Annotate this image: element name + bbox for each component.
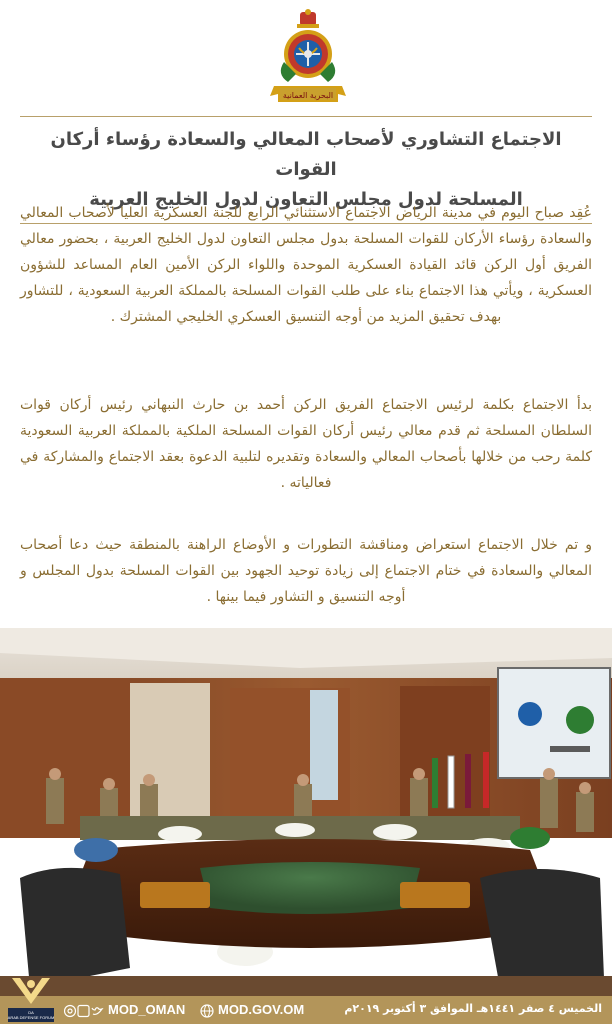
globe-icon xyxy=(200,1004,214,1018)
social-handle-text: MOD_OMAN xyxy=(108,1002,186,1017)
meeting-photo xyxy=(0,628,612,996)
article-paragraph-1: عُقِد صباح اليوم في مدينة الرياض الاجتماع الاستثنائي الرابع للجنة العسكرية العليا لأصحاب المعالي والسعادة رؤساء الأركان للقوات المسلحة بدول مجلس التعاون لدول الخليج العربية ، بحضور معالي الفريق أول الركن قائد القيادة العسكرية الموحدة واللواء الركن الأمين العام المساعد للشؤون العسكرية ، ويأتي هذا الاجتماع بناء على طلب القوات المسلحة بالمملكة العربية السعودية ، للتشاور بهدف تحقيق المزيد من أوجه التنسيق العسكري الخليجي المشترك . xyxy=(20,205,592,325)
social-media-icon xyxy=(64,1004,104,1018)
article-paragraph-3: و تم خلال الاجتماع استعراض ومناقشة التطورات و الأوضاع الراهنة بالمنطقة حيث دعا أصحاب المعالي والسعادة في ختام الاجتماع إلى زيادة توحيد الجهود بين القوات المسلحة بدول المجلس و أوجه التنسيق و التشاور فيما بينها . xyxy=(20,537,592,605)
logo-caption-top: DA xyxy=(28,1010,34,1015)
social-handle[interactable] xyxy=(64,1002,185,1018)
logo-caption-text: ARAB DEFENSE FORUM xyxy=(7,1015,55,1020)
headline-line-1: الاجتماع التشاوري لأصحاب المعالي والسعادة رؤساء أركان القوات xyxy=(50,129,562,180)
navy-emblem xyxy=(266,8,350,112)
logo-caption xyxy=(2,1010,60,1020)
website-link[interactable] xyxy=(200,1002,304,1018)
website-text: MOD.GOV.OM xyxy=(218,1002,305,1017)
publish-date: الخميس ٤ صفر ١٤٤١هـ الموافق ٣ أكتوبر ٢٠١٩م xyxy=(344,1002,602,1015)
emblem-label: البحرية العمانية xyxy=(282,91,334,100)
headline-line-2: المسلحة لدول مجلس التعاون لدول الخليج العربية xyxy=(89,189,523,210)
article-paragraph-2: بدأ الاجتماع بكلمة لرئيس الاجتماع الفريق الركن أحمد بن حارث النبهاني رئيس أركان قوات السلطان المسلحة ثم قدم معالي رئيس أركان القوات المسلحة الملكية بالمملكة العربية السعودية كلمة رحب من خلالها بأصحاب المعالي والسعادة وتقديره لتلبية الدعوة بعقد الاجتماع والمشاركة في فعالياته . xyxy=(20,397,592,491)
crown-icon xyxy=(297,9,319,28)
footer-bar xyxy=(0,996,612,1024)
